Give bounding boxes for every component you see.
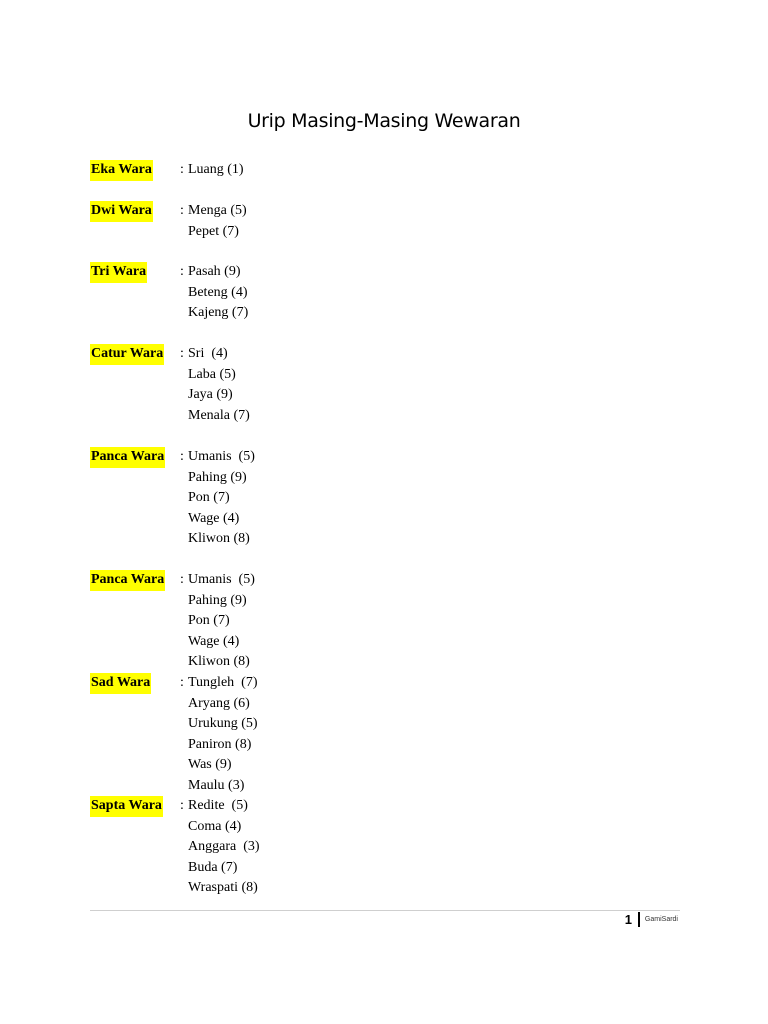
urip-item: Kliwon (8) bbox=[188, 654, 250, 669]
urip-item: Luang (1) bbox=[188, 162, 244, 177]
page-footer bbox=[625, 912, 678, 927]
urip-values bbox=[188, 673, 258, 796]
wara-label: Sapta Wara bbox=[90, 796, 163, 817]
urip-values bbox=[188, 447, 255, 550]
colon-separator: : bbox=[180, 264, 184, 279]
wara-label: Eka Wara bbox=[90, 160, 153, 181]
urip-item: Wage (4) bbox=[188, 510, 240, 526]
footer-separator bbox=[638, 912, 640, 927]
urip-item: Paniron (8) bbox=[188, 736, 252, 752]
urip-item: Umanis (5) bbox=[188, 572, 255, 587]
urip-item: Sri (4) bbox=[188, 346, 228, 361]
wara-label: Sad Wara bbox=[90, 673, 151, 694]
urip-item: Was (9) bbox=[188, 757, 232, 772]
urip-item: Kliwon (8) bbox=[188, 531, 250, 546]
urip-item: Jaya (9) bbox=[188, 387, 233, 402]
urip-item: Menga (5) bbox=[188, 203, 247, 218]
urip-values bbox=[188, 796, 260, 899]
urip-item: Coma (4) bbox=[188, 818, 242, 834]
urip-item: Laba (5) bbox=[188, 366, 236, 382]
wara-label: Catur Wara bbox=[90, 344, 164, 365]
colon-separator: : bbox=[180, 675, 184, 690]
urip-item: Pasah (9) bbox=[188, 264, 241, 279]
urip-item: Wage (4) bbox=[188, 633, 240, 649]
urip-item: Pon (7) bbox=[188, 613, 230, 628]
urip-values bbox=[188, 262, 248, 324]
urip-item: Pepet (7) bbox=[188, 223, 239, 239]
urip-item: Urukung (5) bbox=[188, 716, 258, 731]
urip-item: Aryang (6) bbox=[188, 695, 250, 711]
urip-values bbox=[188, 160, 244, 181]
wara-label: Dwi Wara bbox=[90, 201, 153, 222]
page-number: 1 bbox=[624, 912, 632, 927]
colon-separator: : bbox=[180, 572, 184, 587]
urip-item: Pon (7) bbox=[188, 490, 230, 505]
colon-separator: : bbox=[180, 346, 184, 361]
colon-separator: : bbox=[180, 449, 184, 464]
urip-values bbox=[188, 344, 250, 426]
urip-item: Buda (7) bbox=[188, 859, 238, 875]
urip-item: Beteng (4) bbox=[188, 284, 248, 300]
urip-item: Pahing (9) bbox=[188, 592, 247, 608]
wara-label: Panca Wara bbox=[90, 447, 165, 468]
urip-item: Pahing (9) bbox=[188, 469, 247, 485]
urip-values bbox=[188, 201, 247, 242]
wara-label: Panca Wara bbox=[90, 570, 165, 591]
urip-item: Maulu (3) bbox=[188, 777, 245, 793]
colon-separator: : bbox=[180, 798, 184, 813]
urip-item: Wraspati (8) bbox=[188, 880, 258, 895]
footer-divider bbox=[90, 910, 680, 911]
colon-separator: : bbox=[180, 162, 184, 177]
wara-label: Tri Wara bbox=[90, 262, 147, 283]
urip-item: Tungleh (7) bbox=[188, 675, 258, 690]
urip-item: Menala (7) bbox=[188, 407, 250, 423]
urip-item: Anggara (3) bbox=[188, 839, 260, 854]
footer-author: GamiSardi bbox=[644, 916, 678, 923]
colon-separator: : bbox=[180, 203, 184, 218]
page-title: Urip Masing-Masing Wewaran bbox=[247, 110, 521, 132]
urip-values bbox=[188, 570, 255, 673]
urip-item: Kajeng (7) bbox=[188, 305, 249, 320]
urip-item: Umanis (5) bbox=[188, 449, 255, 464]
urip-item: Redite (5) bbox=[188, 798, 248, 813]
